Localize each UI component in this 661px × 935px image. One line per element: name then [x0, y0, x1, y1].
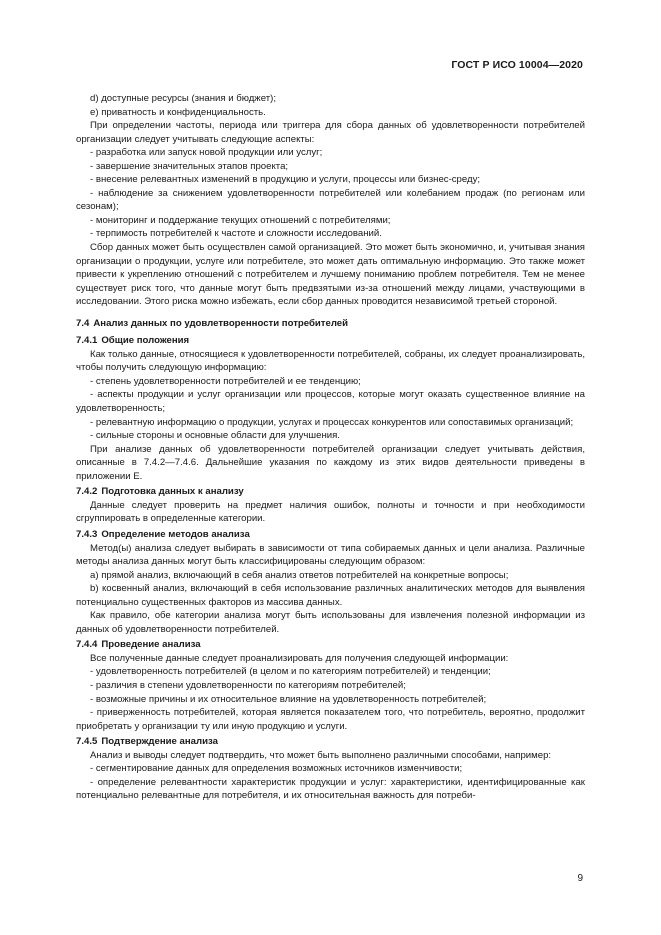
paragraph: При анализе данных об удовлетворенности потребителей организации следует учитывать действия, описанные в 7.4.2—7.4.6. Дальнейшие указания по каждому из этих видов деятельности приведены в приложении Е. — [76, 443, 585, 482]
paragraph: - мониторинг и поддержание текущих отношений с потребителями; — [90, 214, 391, 226]
section-title: Определение методов анализа — [101, 528, 250, 540]
page-number: 9 — [577, 873, 583, 884]
paragraph: - приверженность потребителей, которая является показателем того, что потребитель, вероятно, продолжит приобретать у организации ту или иную продукцию и услуги. — [76, 707, 585, 732]
paragraph: d) доступные ресурсы (знания и бюджет); — [90, 93, 277, 104]
paragraph: - сегментирование данных для определения возможных источников изменчивости; — [90, 763, 463, 775]
section-title: Проведение анализа — [101, 639, 201, 651]
section-heading — [76, 485, 585, 499]
paragraph: - наблюдение за снижением удовлетворенности потребителей или колебанием продаж (по регионам или сезонам); — [76, 187, 585, 213]
section-number: 7.4.4 — [76, 639, 98, 651]
section-title: Общие положения — [101, 335, 190, 347]
paragraph: Данные следует проверить на предмет наличия ошибок, полноты и точности и при необходимости сгруппировать в определенные категории. — [76, 499, 585, 525]
paragraph: - завершение значительных этапов проекта; — [90, 160, 289, 172]
paragraph: Метод(ы) анализа следует выбирать в зависимости от типа собираемых данных и цели анализа. Различные методы анализа данных могут быть классифицированы следующим образом: — [76, 542, 585, 568]
paragraph: Анализ и выводы следует подтвердить, что может быть выполнено различными способами, например: — [90, 749, 552, 761]
section-heading — [76, 334, 585, 348]
section-number: 7.4 — [76, 317, 90, 329]
paragraph: - разработка или запуск новой продукции или услуг; — [90, 147, 323, 159]
paragraph: При определении частоты, периода или триггера для сбора данных об удовлетворенности потребителей организации следует учитывать следующие аспекты: — [76, 120, 585, 145]
section-title: Подготовка данных к анализу — [101, 486, 244, 498]
section-title: Анализ данных по удовлетворенности потребителей — [93, 317, 349, 329]
section-number: 7.4.3 — [76, 528, 98, 540]
paragraph: a) прямой анализ, включающий в себя анализ ответов потребителей на конкретные вопросы; — [90, 569, 509, 581]
section-number: 7.4.5 — [76, 736, 98, 748]
paragraph: - удовлетворенность потребителей (в целом и по категориям потребителей) и тенденции; — [90, 666, 491, 678]
paragraph: - определение релевантности характеристик продукции и услуг: характеристики, идентифицированные как потенциально релевантные для потребителя, и их относительная важность для потреби- — [76, 776, 585, 802]
paragraph: - возможные причины и их относительное влияние на удовлетворенность потребителей; — [90, 693, 487, 705]
paragraph: Как правило, обе категории анализа могут быть использованы для извлечения полезной информации из данных об удовлетворенности потребителей. — [76, 610, 585, 635]
paragraph: - терпимость потребителей к частоте и сложности исследований. — [90, 228, 382, 240]
paragraph: b) косвенный анализ, включающий в себя использование различных аналитических методов для выявления потенциально существенных факторов из массива данных. — [76, 583, 585, 608]
paragraph: - сильные стороны и основные области для улучшения. — [90, 430, 340, 442]
section-number: 7.4.2 — [76, 486, 98, 498]
section-heading — [76, 317, 585, 331]
paragraph: - аспекты продукции и услуг организации или процессов, которые могут оказать существенное влияние на удовлетворенность; — [76, 389, 585, 415]
paragraph: Все полученные данные следует проанализировать для получения следующей информации: — [90, 652, 509, 664]
section-heading — [76, 528, 585, 542]
paragraph: Как только данные, относящиеся к удовлетворенности потребителей, собраны, их следует проанализировать, чтобы получить следующую информацию: — [76, 348, 585, 374]
paragraph: - релевантную информацию о продукции, услугах и процессах конкурентов или сопоставимых организаций; — [90, 416, 574, 428]
paragraph: e) приватность и конфиденциальность. — [90, 106, 266, 118]
section-number: 7.4.1 — [76, 335, 98, 347]
document-body — [76, 92, 585, 803]
paragraph: Сбор данных может быть осуществлен самой организацией. Это может быть экономично, и, учитывая знания организации о продукции, услуге или потребителе, это может дать оптимальную информацию. Это также может привести к укреплению отношений с потребителем и лучшему пониманию проблем потребителя. Тем не менее существует риск того, что данные могут быть предвзятыми из-за отношений между лицами, участвующими в исследовании. Этого риска можно избежать, если сбор данных проводится независимой третьей стороной. — [76, 242, 585, 308]
standard-designation: ГОСТ Р ИСО 10004—2020 — [451, 59, 583, 71]
paragraph: - различия в степени удовлетворенности по категориям потребителей; — [90, 679, 406, 691]
section-title: Подтверждение анализа — [101, 736, 218, 748]
section-heading — [76, 735, 585, 749]
section-heading — [76, 638, 585, 652]
paragraph: - внесение релевантных изменений в продукцию и услуги, процессы или бизнес-среду; — [90, 174, 481, 186]
paragraph: - степень удовлетворенности потребителей и ее тенденцию; — [90, 375, 361, 387]
